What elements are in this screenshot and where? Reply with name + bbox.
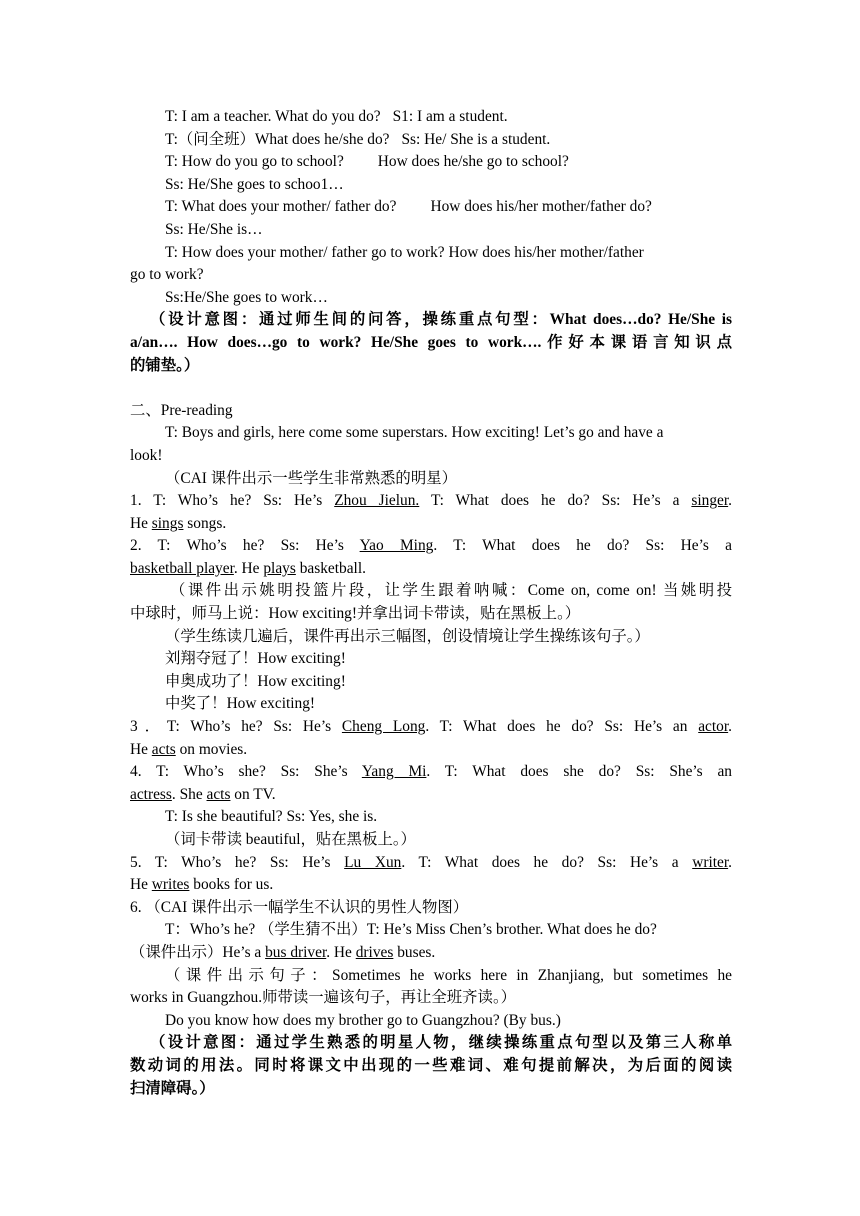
exclamation-line: 申奥成功了！How exciting! bbox=[165, 672, 346, 690]
dialogue-line: Ss:He/She goes to work… bbox=[165, 288, 328, 306]
teaching-note: 中球时，师马上说：How exciting!并拿出词卡带读，贴在黑板上。） bbox=[130, 605, 581, 623]
dialogue-line: Ss: He/She is… bbox=[165, 220, 263, 238]
star-item-6: 6. （CAI 课件出示一幅学生不认识的男性人物图） bbox=[130, 898, 469, 916]
teaching-note: （课件出示姚明投篮片段，让学生跟着呐喊：Come on, come on! 当姚明投 bbox=[170, 582, 732, 600]
dialogue-line: T：Who’s he? （学生猜不出）T: He’s Miss Chen’s brother. What does he do? bbox=[165, 921, 657, 939]
design-intent: a/an…. How does…go to work? He/She goes to work….作好本课语言知识点 bbox=[130, 333, 732, 351]
dialogue-line: T: What does your mother/ father do? How does his/her mother/father do? bbox=[165, 198, 652, 216]
dialogue-line: Do you know how does my brother go to Guangzhou? (By bus.) bbox=[165, 1011, 561, 1029]
star-item-3: 3．T: Who’s he? Ss: He’s Cheng Long. T: What does he do? Ss: He’s an actor. bbox=[130, 718, 732, 736]
dialogue-line: T: How do you go to school? How does he/she go to school? bbox=[165, 153, 569, 171]
cai-note: （CAI 课件出示一些学生非常熟悉的明星） bbox=[165, 469, 457, 487]
dialogue-line: go to work? bbox=[130, 266, 204, 284]
section-heading: 二、Pre-reading bbox=[130, 401, 233, 419]
teaching-note: works in Guangzhou.师带读一遍该句子，再让全班齐读。） bbox=[130, 989, 517, 1007]
document-page bbox=[130, 106, 732, 1100]
star-item-1-cont: He sings songs. bbox=[130, 514, 227, 532]
star-item-5-cont: He writes books for us. bbox=[130, 876, 274, 894]
star-item-1: 1. T: Who’s he? Ss: He’s Zhou Jielun. T: What does he do? Ss: He’s a singer. bbox=[130, 492, 732, 510]
dialogue-line: T:（问全班）What does he/she do? Ss: He/ She is a student. bbox=[165, 130, 551, 148]
dialogue-line: T: Boys and girls, here come some superstars. How exciting! Let’s go and have a bbox=[165, 424, 664, 442]
teaching-note: （词卡带读 beautiful，贴在黑板上。） bbox=[165, 831, 416, 848]
design-intent: 扫清障碍。） bbox=[130, 1079, 215, 1097]
teaching-note: （学生练读几遍后，课件再出示三幅图，创设情境让学生操练该句子。） bbox=[165, 627, 650, 645]
star-item-3-cont: He acts on movies. bbox=[130, 740, 248, 758]
star-item-5: 5. T: Who’s he? Ss: He’s Lu Xun. T: What does he do? Ss: He’s a writer. bbox=[130, 853, 732, 871]
dialogue-line: （课件出示）He’s a bus driver. He drives buses. bbox=[130, 943, 436, 961]
star-item-4-cont: actress. She acts on TV. bbox=[130, 785, 276, 803]
design-intent: 数动词的用法。同时将课文中出现的一些难词、难句提前解决，为后面的阅读 bbox=[130, 1056, 732, 1074]
teaching-note: （课件出示句子：Sometimes he works here in Zhanjiang, but sometimes he bbox=[165, 966, 732, 984]
design-intent: 的铺垫。） bbox=[130, 356, 200, 374]
exclamation-line: 中奖了！How exciting! bbox=[165, 695, 316, 713]
dialogue-line: T: Is she beautiful? Ss: Yes, she is. bbox=[165, 808, 378, 826]
dialogue-line: look! bbox=[130, 446, 163, 464]
exclamation-line: 刘翔夺冠了！How exciting! bbox=[165, 650, 346, 668]
design-intent: （设计意图：通过学生熟悉的明星人物，继续操练重点句型以及第三人称单 bbox=[150, 1034, 732, 1052]
dialogue-line: Ss: He/She goes to schoo1… bbox=[165, 175, 344, 193]
star-item-2: 2. T: Who’s he? Ss: He’s Yao Ming. T: What does he do? Ss: He’s a bbox=[130, 537, 732, 555]
dialogue-line: T: I am a teacher. What do you do? S1: I am a student. bbox=[165, 108, 508, 125]
star-item-4: 4. T: Who’s she? Ss: She’s Yang Mi. T: What does she do? Ss: She’s an bbox=[130, 763, 732, 781]
dialogue-line: T: How does your mother/ father go to work? How does his/her mother/father bbox=[165, 243, 644, 261]
design-intent: （设计意图：通过师生间的问答，操练重点句型：What does…do? He/She is bbox=[150, 311, 732, 329]
star-item-2-cont: basketball player. He plays basketball. bbox=[130, 559, 366, 577]
